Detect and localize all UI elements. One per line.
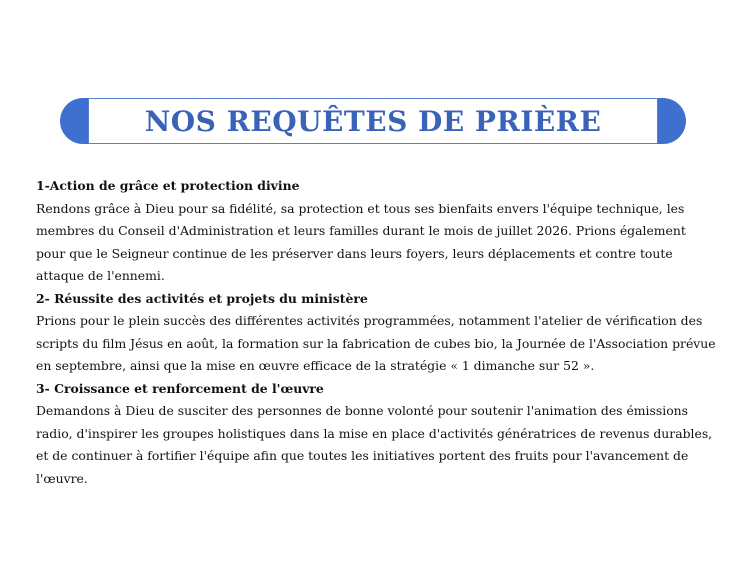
section-body: Prions pour le plein succès des différentes activités programmées, notamment l'atelier de vérification des scripts du film Jésus en août, la formation sur la fabrication de cubes bio, la Journée de l'Association prévue en septembre, ainsi que la mise en œuvre efficace de la stratégie « 1 dimanche sur 52 ». bbox=[36, 313, 716, 373]
title-banner bbox=[60, 98, 686, 144]
section-heading: 2- Réussite des activités et projets du ministère bbox=[36, 290, 368, 306]
page-title: NOS REQUÊTES DE PRIÈRE bbox=[144, 104, 602, 138]
banner-frame bbox=[88, 98, 658, 144]
section-heading: 1-Action de grâce et protection divine bbox=[36, 178, 300, 193]
section-body: Demandons à Dieu de susciter des personnes de bonne volonté pour soutenir l'animation des émissions radio, d'inspirer les groupes holistiques dans la mise en place d'activités génératrices de revenus durables, et de continuer à fortifier l'équipe afin que toutes les initiatives portent des fruits pour l'avancement de l'œuvre. bbox=[36, 403, 713, 486]
section-body: Rendons grâce à Dieu pour sa fidélité, sa protection et tous ses bienfaits envers l'équipe technique, les membres du Conseil d'Administration et leurs familles durant le mois de juillet 2026. Prions également pour que le Seigneur continue de les préserver dans leurs foyers, leurs déplacements et contre toute attaque de l'ennemi. bbox=[36, 200, 686, 283]
prayer-requests bbox=[36, 175, 716, 490]
section-heading: 3- Croissance et renforcement de l'œuvre bbox=[36, 380, 324, 396]
